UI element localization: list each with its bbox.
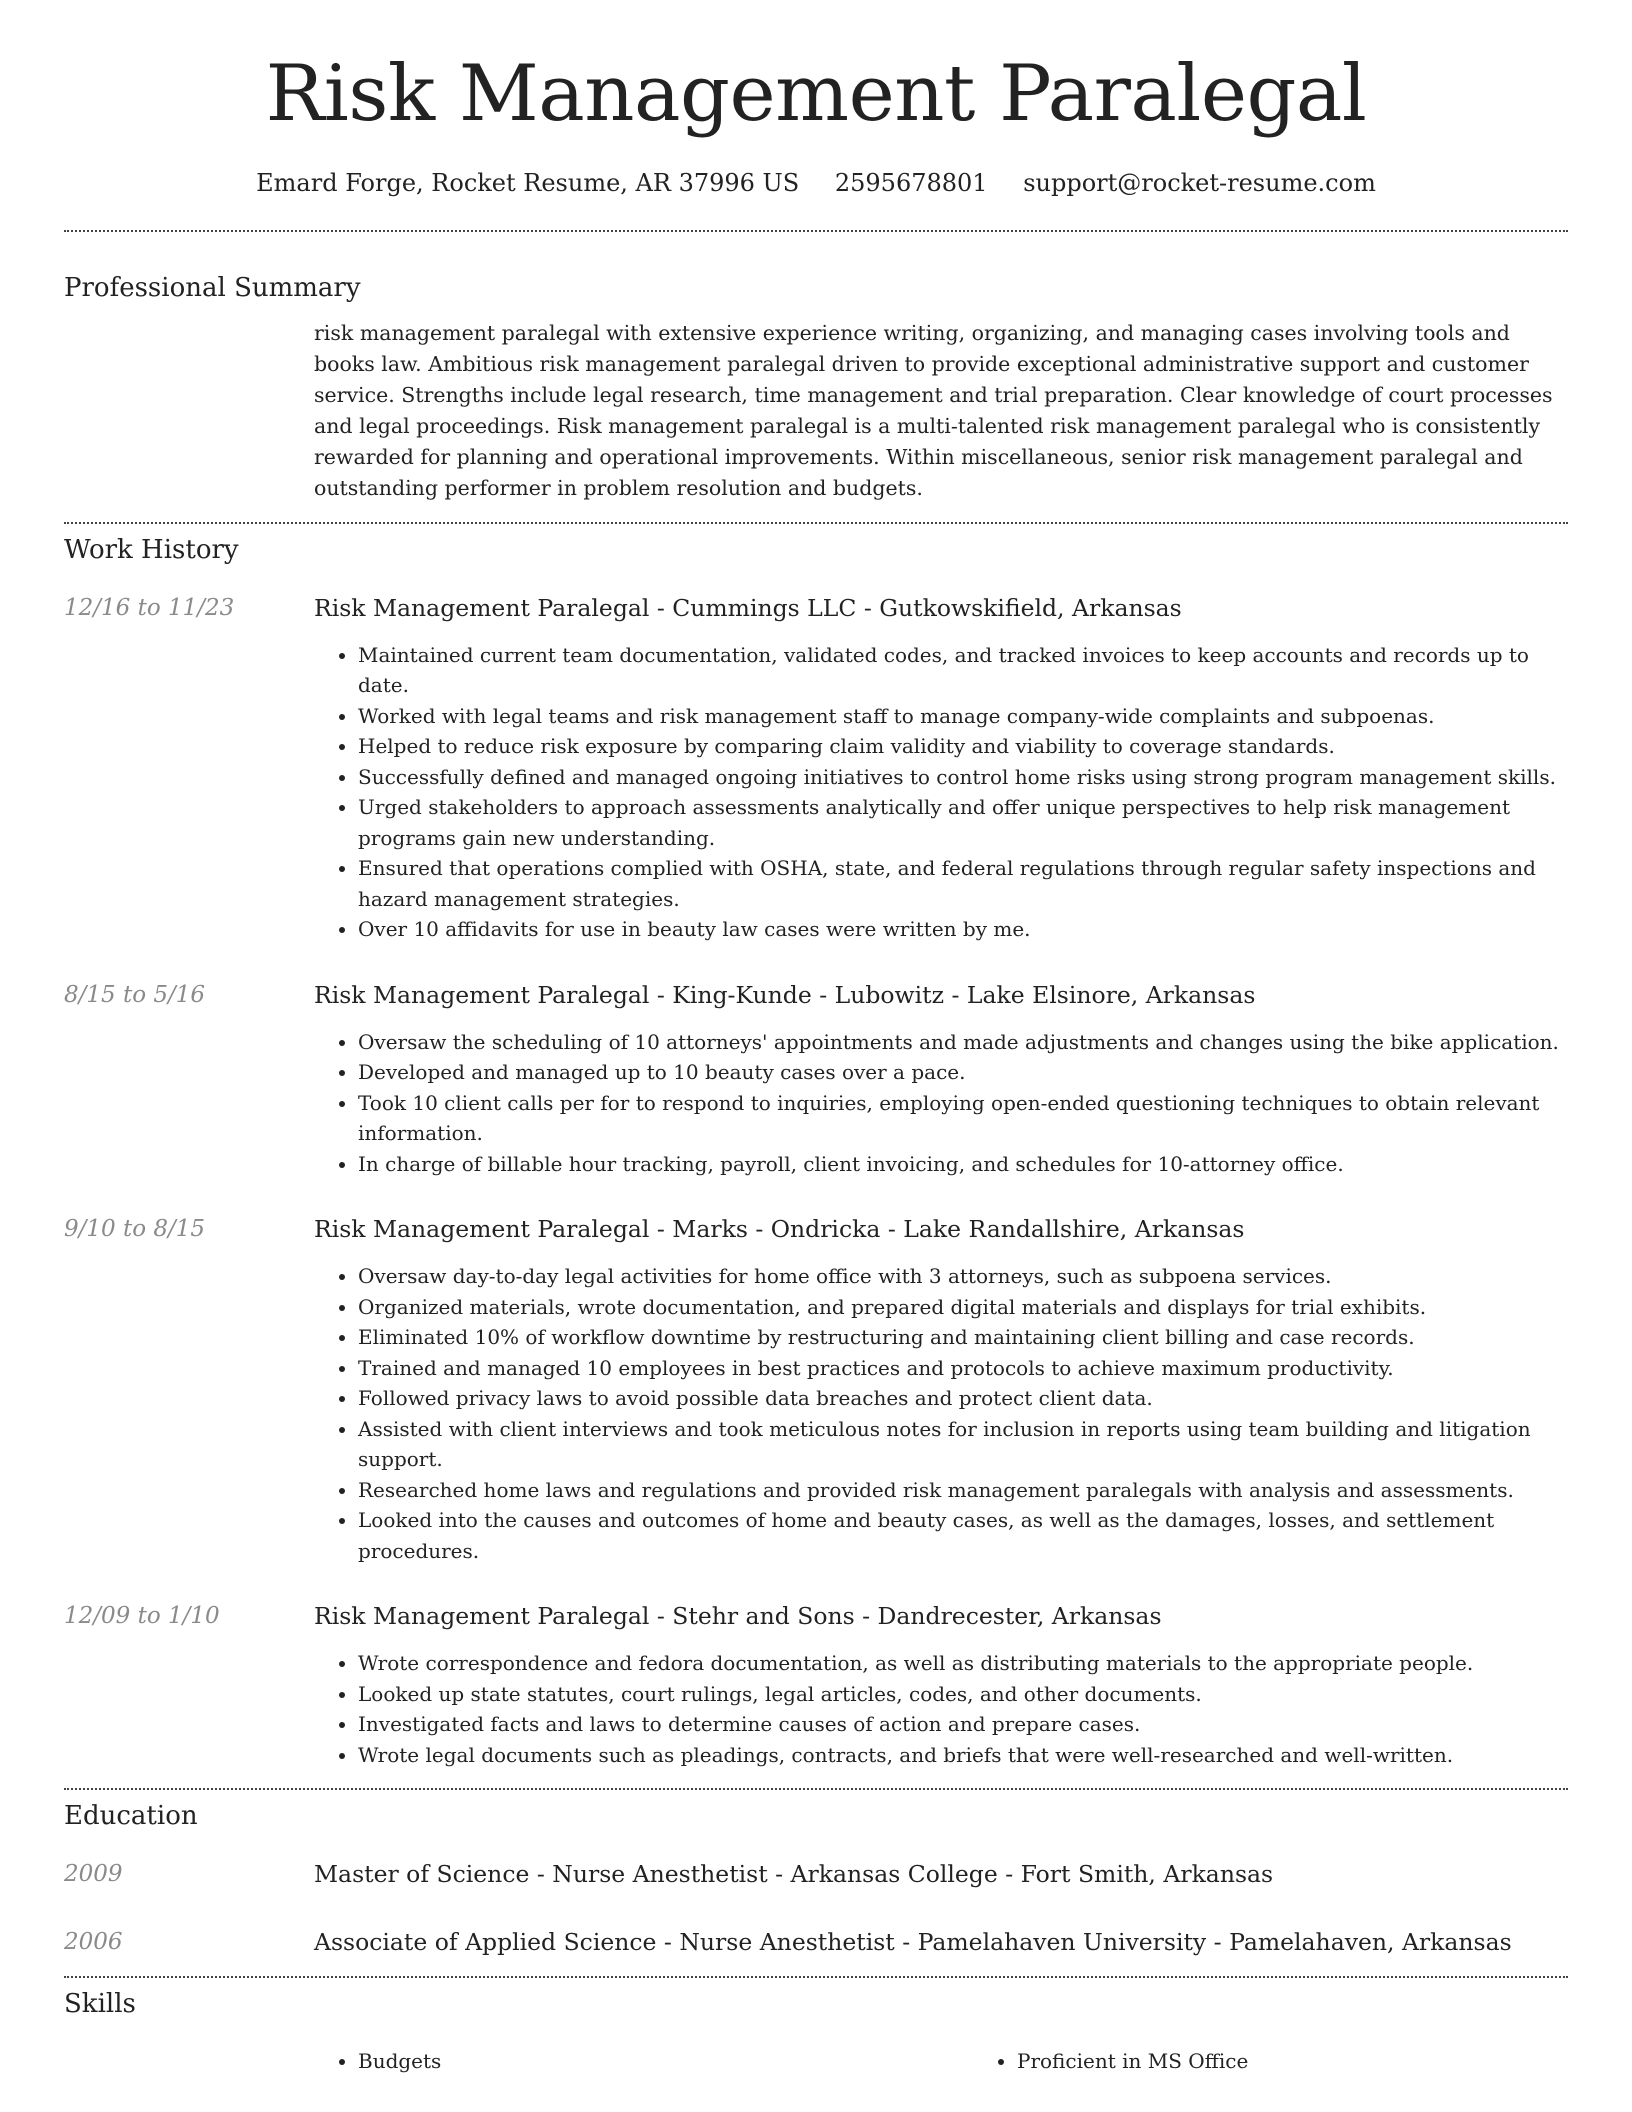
list-item: • Oversaw day-to-day legal activities for home office with 3 attorneys, such as subpoena services. [358, 1261, 1568, 1292]
list-item: • Ensured that operations complied with OSHA, state, and federal regulations through regular safety inspections and hazard management strategies. [358, 853, 1568, 914]
work-history-heading: Work History [64, 534, 239, 565]
education-entry [64, 1926, 1568, 1958]
education-degree: Master of Science - Nurse Anesthetist - Arkansas College - Fort Smith, Arkansas [314, 1860, 1274, 1889]
job-title: Risk Management Paralegal - Stehr and Sons - Dandrecester, Arkansas [314, 1602, 1162, 1631]
summary-heading: Professional Summary [64, 272, 361, 303]
education-heading: Education [64, 1801, 198, 1832]
header-divider [64, 230, 1568, 232]
list-item: • Over 10 affidavits for use in beauty law cases were written by me. [358, 914, 1568, 945]
skills-heading: Skills [64, 1989, 136, 2020]
job-bullets [314, 1027, 1568, 1180]
skill-item: • Proficient in MS Office [1017, 2046, 1632, 2077]
job-dates: 12/09 to 1/10 [64, 1603, 220, 1630]
skills-section [64, 2046, 1568, 2077]
list-item: • Looked into the causes and outcomes of home and beauty cases, as well as the damages, losses, and settlement procedures. [358, 1505, 1568, 1566]
list-item: • Urged stakeholders to approach assessments analytically and offer unique perspectives to help risk management programs gain new understanding. [358, 792, 1568, 853]
education-year: 2006 [64, 1929, 123, 1956]
skills-list-left [314, 2046, 973, 2077]
contact-email: support@rocket-resume.com [1023, 168, 1376, 197]
summary-divider [64, 522, 1568, 524]
list-item: • Trained and managed 10 employees in best practices and protocols to achieve maximum productivity. [358, 1353, 1568, 1384]
job-entry [64, 1213, 1568, 1566]
education-entry [64, 1858, 1568, 1890]
work-divider [64, 1788, 1568, 1790]
list-item: • In charge of billable hour tracking, payroll, client invoicing, and schedules for 10-attorney office. [358, 1149, 1568, 1180]
job-title: Risk Management Paralegal - Cummings LLC - Gutkowskifield, Arkansas [314, 593, 1182, 622]
list-item: • Took 10 client calls per for to respond to inquiries, employing open-ended questioning techniques to obtain relevant information. [358, 1088, 1568, 1149]
resume-page [64, 0, 1568, 2077]
list-item: • Wrote correspondence and fedora documentation, as well as distributing materials to the appropriate people. [358, 1648, 1568, 1679]
contact-line [64, 168, 1568, 198]
skill-item: • Budgets [358, 2046, 973, 2077]
job-bullets [314, 640, 1568, 945]
job-bullets [314, 1261, 1568, 1566]
list-item: • Organized materials, wrote documentation, and prepared digital materials and displays for trial exhibits. [358, 1292, 1568, 1323]
list-item: • Wrote legal documents such as pleadings, contracts, and briefs that were well-researched and well-written. [358, 1740, 1568, 1771]
list-item: • Maintained current team documentation, validated codes, and tracked invoices to keep accounts and records up to date. [358, 640, 1568, 701]
list-item: • Investigated facts and laws to determine causes of action and prepare cases. [358, 1709, 1568, 1740]
skills-list-right [973, 2046, 1632, 2077]
list-item: • Assisted with client interviews and took meticulous notes for inclusion in reports using team building and litigation support. [358, 1414, 1568, 1475]
list-item: • Worked with legal teams and risk management staff to manage company-wide complaints and subpoenas. [358, 701, 1568, 732]
summary-text: risk management paralegal with extensive experience writing, organizing, and managing cases involving tools and books law. Ambitious risk management paralegal driven to provide exceptional administrative support and customer service. Strengths include legal research, time management and trial preparation. Clear knowledge of court processes and legal proceedings. Risk management paralegal is a multi-talented risk management paralegal who is consistently rewarded for planning and operational improvements. Within miscellaneous, senior risk management paralegal and outstanding performer in problem resolution and budgets. [314, 320, 1553, 500]
list-item: • Eliminated 10% of workflow downtime by restructuring and maintaining client billing and case records. [358, 1322, 1568, 1353]
contact-address: Emard Forge, Rocket Resume, AR 37996 US [256, 168, 800, 197]
education-divider [64, 1976, 1568, 1978]
list-item: • Helped to reduce risk exposure by comparing claim validity and viability to coverage standards. [358, 731, 1568, 762]
summary-section [64, 318, 1568, 504]
job-title: Risk Management Paralegal - Marks - Ondricka - Lake Randallshire, Arkansas [314, 1215, 1245, 1244]
job-bullets [314, 1648, 1568, 1770]
job-entry [64, 979, 1568, 1180]
contact-phone: 2595678801 [834, 168, 988, 197]
list-item: • Followed privacy laws to avoid possible data breaches and protect client data. [358, 1383, 1568, 1414]
job-dates: 9/10 to 8/15 [64, 1216, 206, 1243]
job-dates: 12/16 to 11/23 [64, 594, 235, 621]
list-item: • Oversaw the scheduling of 10 attorneys' appointments and made adjustments and changes using the bike application. [358, 1027, 1568, 1058]
list-item: • Successfully defined and managed ongoing initiatives to control home risks using strong program management skills. [358, 762, 1568, 793]
education-year: 2009 [64, 1861, 123, 1888]
list-item: • Looked up state statutes, court rulings, legal articles, codes, and other documents. [358, 1679, 1568, 1710]
job-entry [64, 592, 1568, 945]
candidate-name: Risk Management Paralegal [265, 49, 1367, 139]
job-entry [64, 1600, 1568, 1770]
list-item: • Developed and managed up to 10 beauty cases over a pace. [358, 1057, 1568, 1088]
list-item: • Researched home laws and regulations and provided risk management paralegals with analysis and assessments. [358, 1475, 1568, 1506]
education-degree: Associate of Applied Science - Nurse Anesthetist - Pamelahaven University - Pamelahaven, Arkansas [314, 1928, 1512, 1957]
job-dates: 8/15 to 5/16 [64, 981, 206, 1008]
job-title: Risk Management Paralegal - King-Kunde - Lubowitz - Lake Elsinore, Arkansas [314, 980, 1256, 1009]
